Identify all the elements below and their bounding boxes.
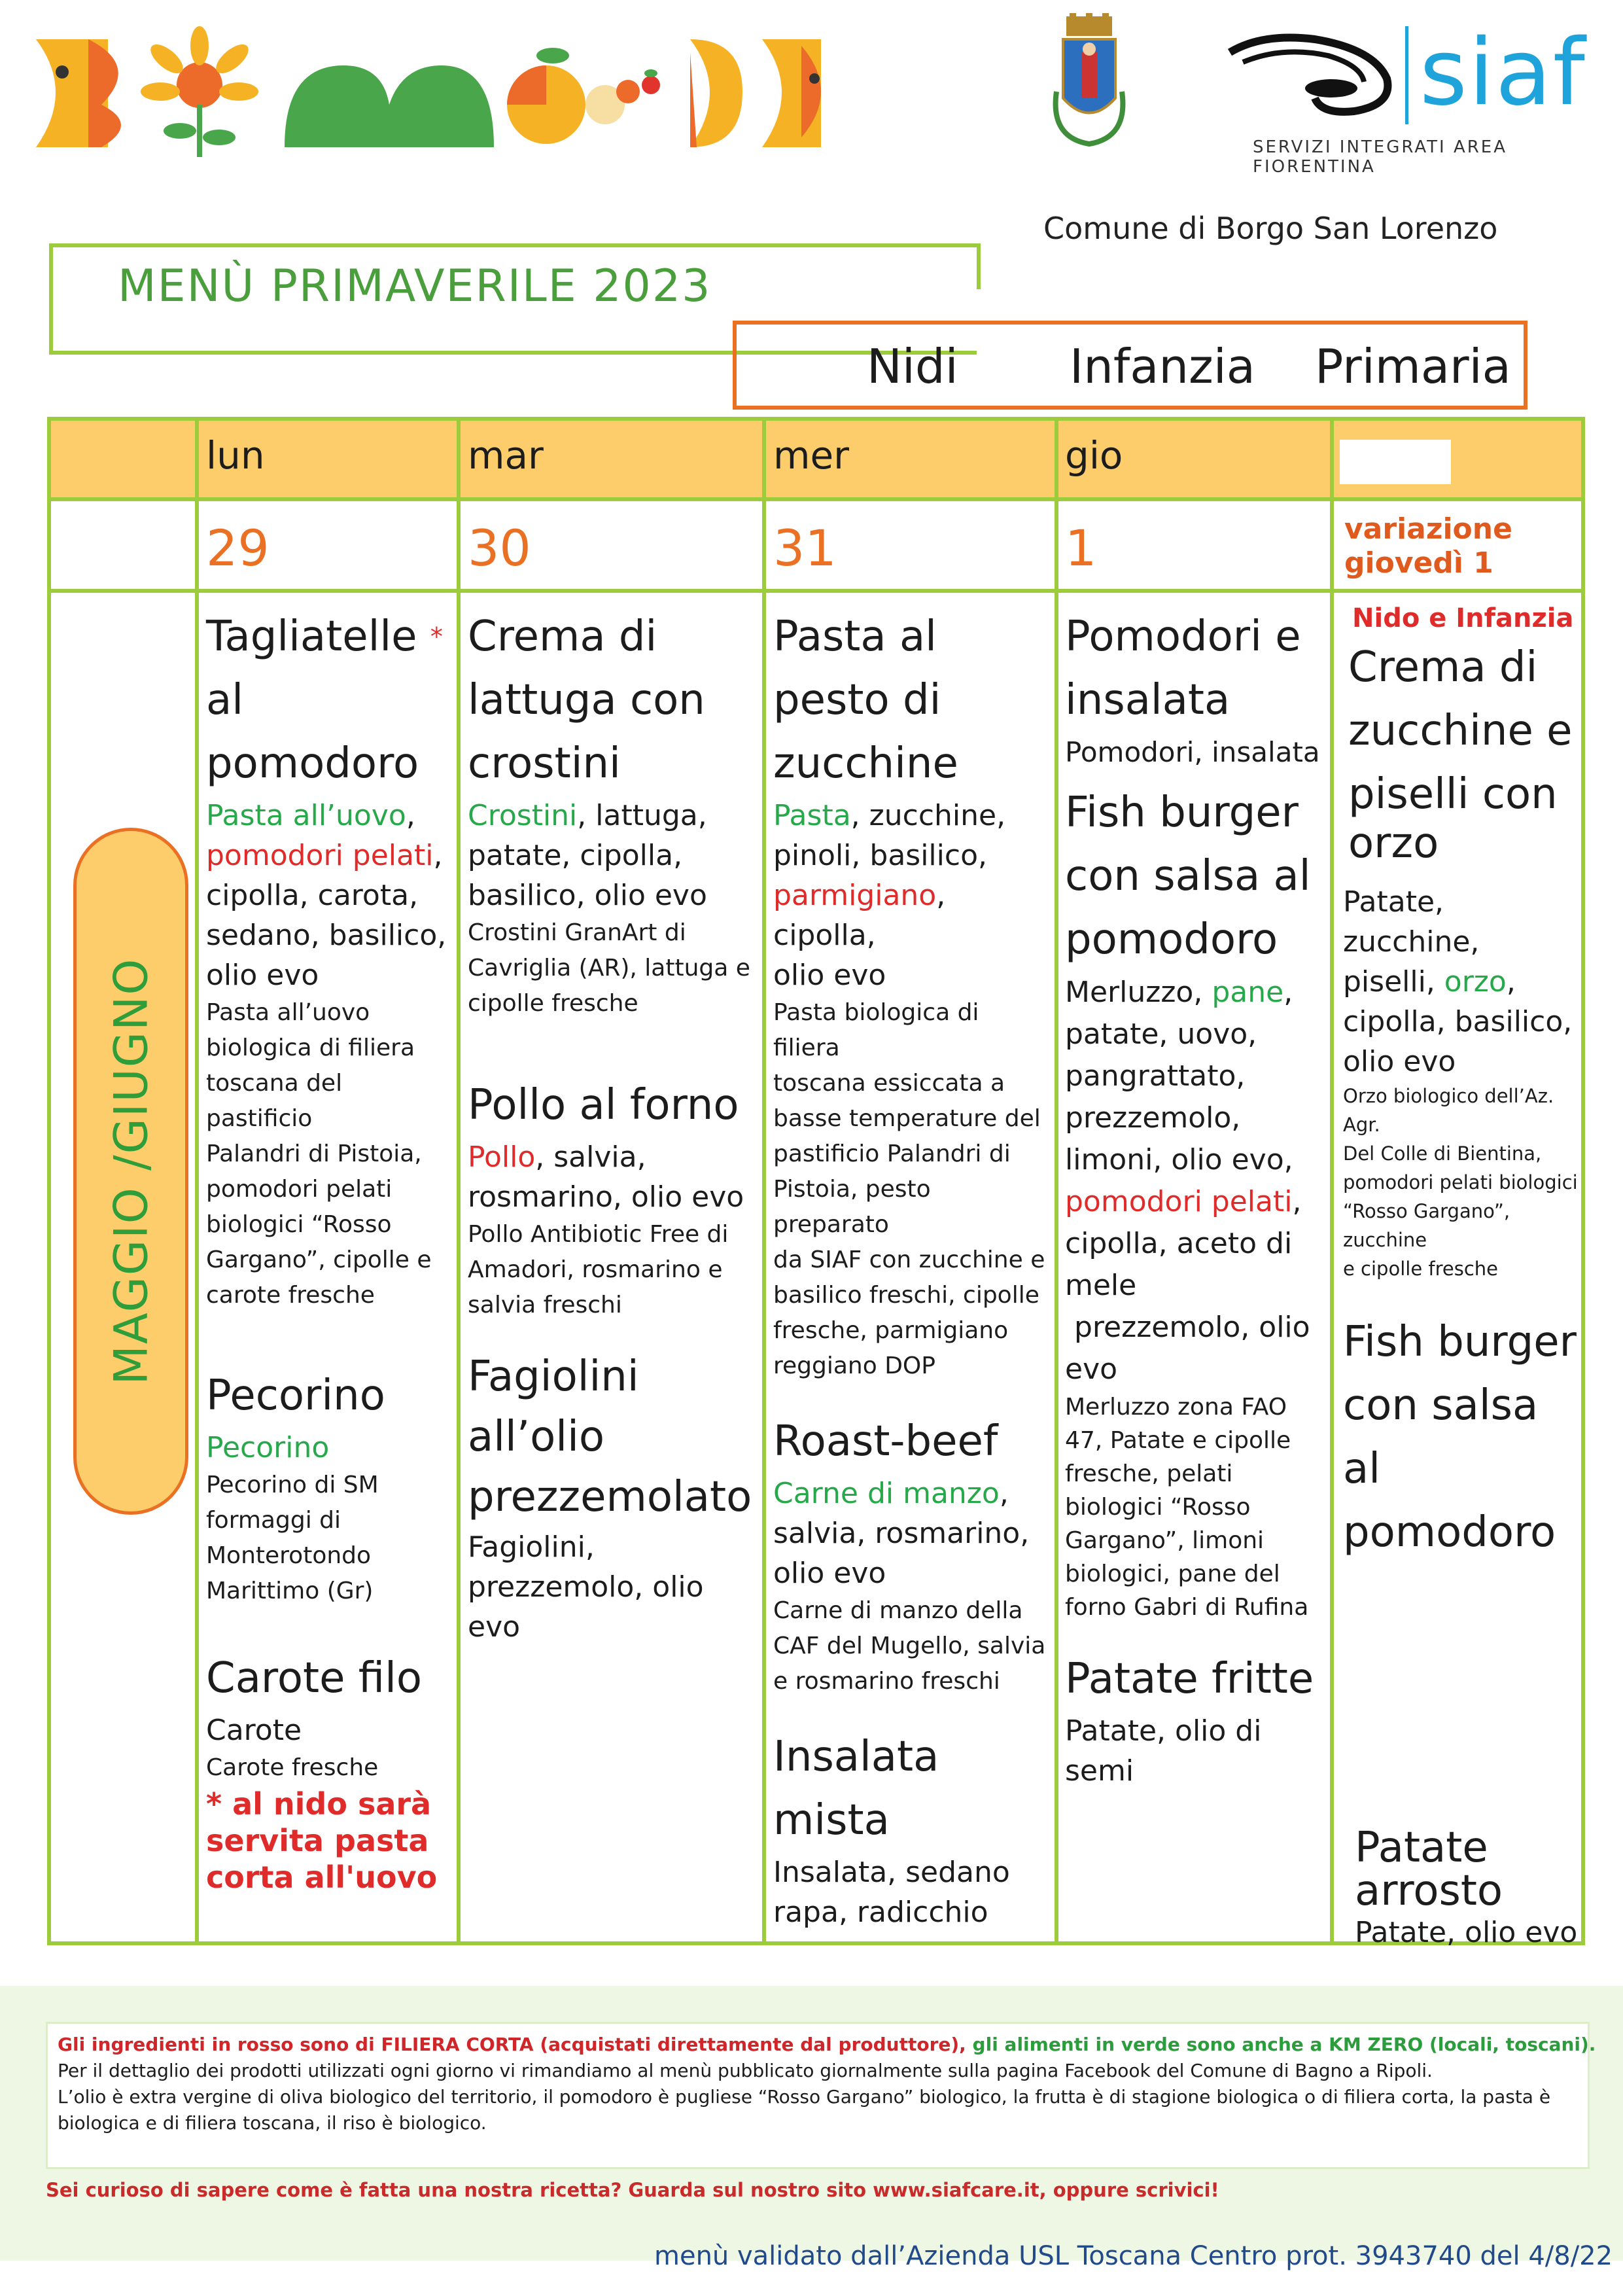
blank-day-label bbox=[1340, 440, 1451, 484]
footer-legend: Gli ingredienti in rosso sono di FILIERA CORTA (acquistati direttamente dal produttore), gli alimenti in verde sono anche a KM ZERO (locali, toscani). bbox=[58, 2034, 1596, 2055]
grid-line bbox=[457, 417, 461, 1945]
ingredients-patate-fritte: Patate, olio di semi bbox=[1065, 1714, 1262, 1788]
grid-line bbox=[47, 589, 1585, 593]
day-lun: lun bbox=[206, 433, 265, 478]
title-frame-edge bbox=[977, 243, 981, 289]
column-mer bbox=[773, 605, 1051, 1932]
day-mar: mar bbox=[468, 433, 544, 478]
dish-crema-zucchine: Crema di zucchine e piselli con orzo bbox=[1348, 643, 1573, 868]
ingredients-carote: Carote bbox=[206, 1714, 302, 1747]
dish-crema-lattuga: Crema di lattuga con crostini bbox=[468, 612, 705, 788]
note-fish-burger: Merluzzo zona FAO 47, Patate e cipolle fresche, pelati biologici “Rosso Gargano”, limoni biologici, pane del forno Gabri di Rufina bbox=[1065, 1394, 1309, 1621]
grid-line bbox=[762, 417, 766, 1945]
ingredients-fish-burger: Merluzzo, pane, patate, uovo, pangrattato, prezzemolo, limoni, olio evo, pomodori pelati, cipolla, aceto di mele prezzemolo, olio evo bbox=[1065, 976, 1310, 1386]
school-nidi: Nidi bbox=[867, 339, 958, 394]
ingredients-crema-lattuga: Crostini, lattuga, patate, cipolla, basilico, olio evo bbox=[468, 799, 707, 912]
grid-line bbox=[1330, 417, 1334, 1945]
recipe-invite: Sei curioso di sapere come è fatta una nostra ricetta? Guarda sul nostro sito www.siafcare.it, oppure scrivici! bbox=[46, 2179, 1219, 2201]
dish-line: al bbox=[206, 676, 243, 724]
nido-note: * al nido sarà servita pasta corta all'uovo bbox=[206, 1786, 438, 1895]
variation-label: variazione giovedì 1 bbox=[1344, 512, 1512, 580]
column-gio bbox=[1065, 605, 1327, 1791]
municipal-crest-icon bbox=[1050, 13, 1128, 157]
date-mar: 30 bbox=[468, 519, 531, 577]
note-pecorino: Pecorino di SM formaggi di Monterotondo Marittimo (Gr) bbox=[206, 1472, 379, 1604]
siaf-logo-text: siaf bbox=[1420, 20, 1586, 126]
date-gio: 1 bbox=[1065, 519, 1097, 577]
dish-fish-burger-var: Fish burger con salsa al pomodoro bbox=[1343, 1318, 1577, 1557]
ingredients-crema-zucchine: Patate, zucchine, piselli, orzo, cipolla, basilico, olio evo bbox=[1343, 885, 1573, 1078]
dish-carote-filo: Carote filo bbox=[206, 1654, 423, 1703]
date-lun: 29 bbox=[206, 519, 270, 577]
ingredients-pecorino: Pecorino bbox=[206, 1431, 330, 1464]
ingredients-roast-beef: Carne di manzo, salvia, rosmarino, olio evo bbox=[773, 1477, 1030, 1590]
dish-roast-beef: Roast-beef bbox=[773, 1417, 998, 1466]
grid-line bbox=[195, 417, 199, 1945]
dish-tagliatelle: Tagliatelle * bbox=[206, 612, 443, 661]
note-crema-zucchine: Orzo biologico dell’Az. Agr. Del Colle di Bientina, pomodori pelati biologici “Rosso Gargano”, zucchine e cipolle fresche bbox=[1343, 1085, 1578, 1280]
dish-pecorino: Pecorino bbox=[206, 1371, 385, 1420]
menu-title: MENÙ PRIMAVERILE 2023 bbox=[118, 260, 712, 312]
variation-heading: Nido e Infanzia bbox=[1352, 603, 1574, 633]
dish-pollo-forno: Pollo al forno bbox=[468, 1081, 739, 1129]
school-primaria: Primaria bbox=[1315, 339, 1511, 394]
day-mer: mer bbox=[773, 433, 850, 478]
grid-line bbox=[47, 497, 1585, 501]
dish-patate-arrosto: Patate arrosto bbox=[1355, 1824, 1503, 1915]
ingredients-pollo: Pollo, salvia, rosmarino, olio evo bbox=[468, 1140, 744, 1214]
note-roast-beef: Carne di manzo della CAF del Mugello, salvia e rosmarino freschi bbox=[773, 1597, 1046, 1695]
note-tagliatelle: Pasta all’uovo biologica di filiera toscana del pastificio Palandri di Pistoia, pomodori pelati biologici “Rosso Gargano”, cipolle e carote fresche bbox=[206, 999, 432, 1309]
dish-fish-burger: Fish burger con salsa al pomodoro bbox=[1065, 788, 1311, 964]
grid-line bbox=[1055, 417, 1058, 1945]
note-pollo: Pollo Antibiotic Free di Amadori, rosmarino e salvia freschi bbox=[468, 1221, 729, 1318]
grid-line bbox=[47, 417, 51, 1945]
note-pasta-pesto: Pasta biologica di filiera toscana essiccata a basse temperature del pastificio Palandri di Pistoia, pesto preparato da SIAF con zucchine e basilico freschi, cipolle fresche, parmigiano reggiano DOP bbox=[773, 999, 1045, 1379]
column-lun bbox=[206, 605, 451, 1896]
validation-note: menù validato dall’Azienda USL Toscana Centro prot. 3943740 del 4/8/22 bbox=[654, 2241, 1613, 2271]
grid-line bbox=[1581, 417, 1585, 1945]
comune-name: Comune di Borgo San Lorenzo bbox=[1043, 211, 1498, 246]
ingredients-tagliatelle: Pasta all’uovo, pomodori pelati, cipolla, carota, sedano, basilico, olio evo bbox=[206, 799, 447, 992]
siaf-subtitle: SERVIZI INTEGRATI AREA FIORENTINA bbox=[1253, 137, 1508, 177]
month-label: MAGGIO /GIUGNO bbox=[104, 957, 158, 1385]
date-mer: 31 bbox=[773, 519, 837, 577]
dish-line: pomodoro bbox=[206, 739, 419, 788]
school-infanzia: Infanzia bbox=[1070, 339, 1255, 394]
dish-insalata-mista: Insalata mista bbox=[773, 1733, 939, 1845]
column-variation bbox=[1343, 601, 1580, 1952]
footer-line-4: biologica e di filiera toscana, il riso è biologico. bbox=[58, 2112, 487, 2134]
dish-patate-fritte: Patate fritte bbox=[1065, 1655, 1314, 1703]
ingredients-pasta-pesto: Pasta, zucchine, pinoli, basilico, parmigiano, cipolla, olio evo bbox=[773, 799, 1006, 992]
siaf-logo-divider bbox=[1405, 26, 1408, 124]
day-gio: gio bbox=[1065, 433, 1123, 478]
column-mar bbox=[468, 605, 759, 1647]
ingredients-patate-arrosto: Patate, olio evo bbox=[1355, 1916, 1578, 1949]
grid-line bbox=[47, 417, 1585, 421]
note-carote: Carote fresche bbox=[206, 1754, 379, 1781]
footer-line-2: Per il dettaglio dei prodotti utilizzati ogni giorno vi rimandiamo al menù pubblicato giornalmente sulla pagina Facebook del Comune di Bagno a Ripoli. bbox=[58, 2060, 1433, 2081]
dish-fagiolini: Fagiolini all’olio prezzemolato bbox=[468, 1352, 752, 1521]
dish-pasta-pesto: Pasta al pesto di zucchine bbox=[773, 612, 958, 788]
footer-line-3: L’olio è extra vergine di oliva biologico del territorio, il pomodoro è pugliese “Rosso Gargano” biologico, la frutta è di stagione biologica o di filiera corta, la pasta è bbox=[58, 2086, 1551, 2108]
ingredients-pomodori: Pomodori, insalata bbox=[1065, 736, 1320, 768]
fruit-decoration-banner bbox=[36, 26, 821, 157]
note-crema-lattuga: Crostini GranArt di Cavriglia (AR), lattuga e cipolle fresche bbox=[468, 919, 750, 1017]
ingredients-insalata: Insalata, sedano rapa, radicchio bbox=[773, 1856, 1010, 1929]
dish-pomodori-insalata: Pomodori e insalata bbox=[1065, 612, 1301, 724]
ingredients-fagiolini: Fagiolini, prezzemolo, olio evo bbox=[468, 1530, 704, 1644]
